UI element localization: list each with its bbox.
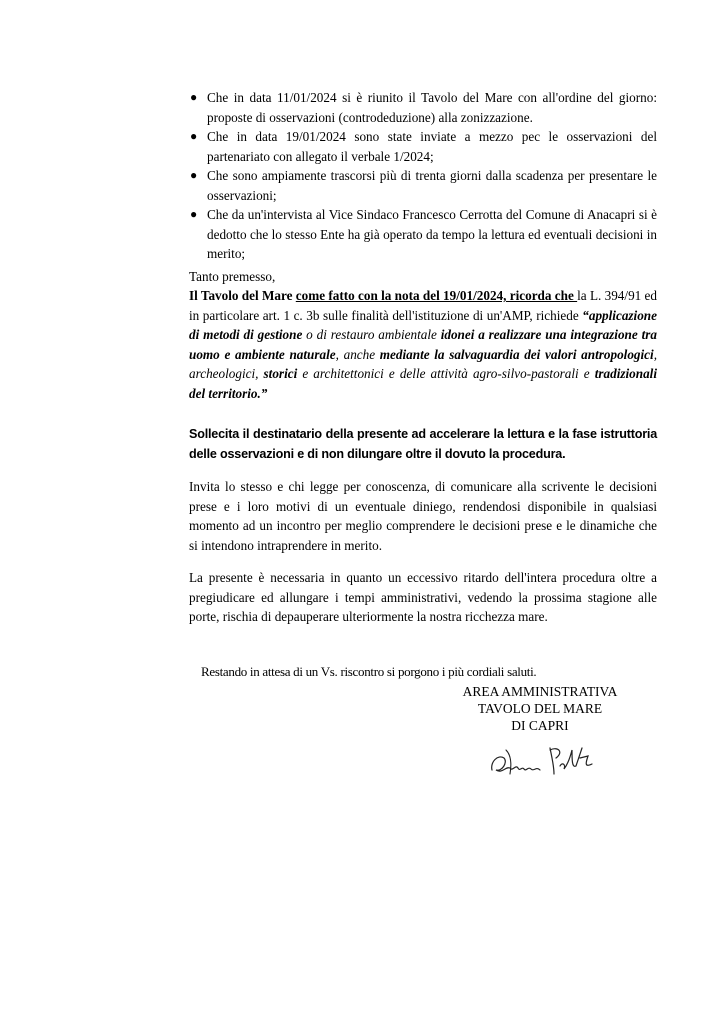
premises-list [189,88,657,264]
closing-greeting: Restando in attesa di un Vs. riscontro si porgono i più cordiali saluti. [201,664,537,679]
invitation-paragraph: Invita lo stesso e chi legge per conoscenza, di comunicare alla scrivente le decisioni prese e i loro motivi di un eventuale diniego, rendendosi disponibile in qualsiasi momento ad un incontro per meglio comprendere le decisioni prese e le dinamiche che si intendono intraprendere in merito. [189,479,657,553]
signature-line-org: TAVOLO DEL MARE [477,701,603,716]
bullet-icon: ● [190,207,198,221]
list-item: ● Che sono ampiamente trascorsi più di trenta giorni dalla scadenza per presentare le osservazioni; [190,168,657,203]
bullet-icon: ● [190,168,198,182]
handwritten-signature [488,740,598,782]
signature-line-place: DI CAPRI [511,718,569,733]
bullet-icon: ● [190,129,198,143]
premise-line: Tanto premesso, [189,269,276,284]
list-item: ● Che in data 11/01/2024 si è riunito il Tavolo del Mare con all'ordine del giorno: proposte di osservazioni (controdeduzione) alla zonizzazione. [190,90,657,125]
reminder-subject: Il Tavolo del Mare [189,288,293,303]
necessity-paragraph: La presente è necessaria in quanto un eccessivo ritardo dell'intera procedura oltre a pregiudicare ed allungare i tempi amministrativi, vedendo la prossima stagione alle porte, rischia di depauperare ulteriormente la nostra ricchezza mare. [189,570,657,624]
reminder-note-reference: come fatto con la nota del 19/01/2024, ricorda che [295,288,578,303]
signature-block [440,683,640,734]
reminder-paragraph: Il Tavolo del Mare come fatto con la nota del 19/01/2024, ricorda che la L. 394/91 ed in particolare art. 1 c. 3b sulle finalità dell'istituzione di un'AMP, richiede “applicazione di metodi di gestione o di restauro ambientale idonei a realizzare una integrazione tra uomo e ambiente naturale, anche mediante la salvaguardia dei valori antropologici, archeologici, storici e architettonici e delle attività agro-silvo-pastorali e tradizionali del territorio.” [189,288,658,401]
list-item: ● Che in data 19/01/2024 sono state inviate a mezzo pec le osservazioni del partenariato con allegato il verbale 1/2024; [190,129,657,164]
solicitation-paragraph: Sollecita il destinatario della presente ad accelerare la lettura e la fase istruttoria delle osservazioni e di non dilungare oltre il dovuto la procedura. [189,427,657,461]
signature-line-area: AREA AMMINISTRATIVA [462,684,618,699]
bullet-icon: ● [190,90,198,104]
list-item: ● Che da un'intervista al Vice Sindaco Francesco Cerrotta del Comune di Anacapri si è dedotto che lo stesso Ente ha già operato da tempo la lettura ed eventuali decisioni in merito; [190,207,657,261]
